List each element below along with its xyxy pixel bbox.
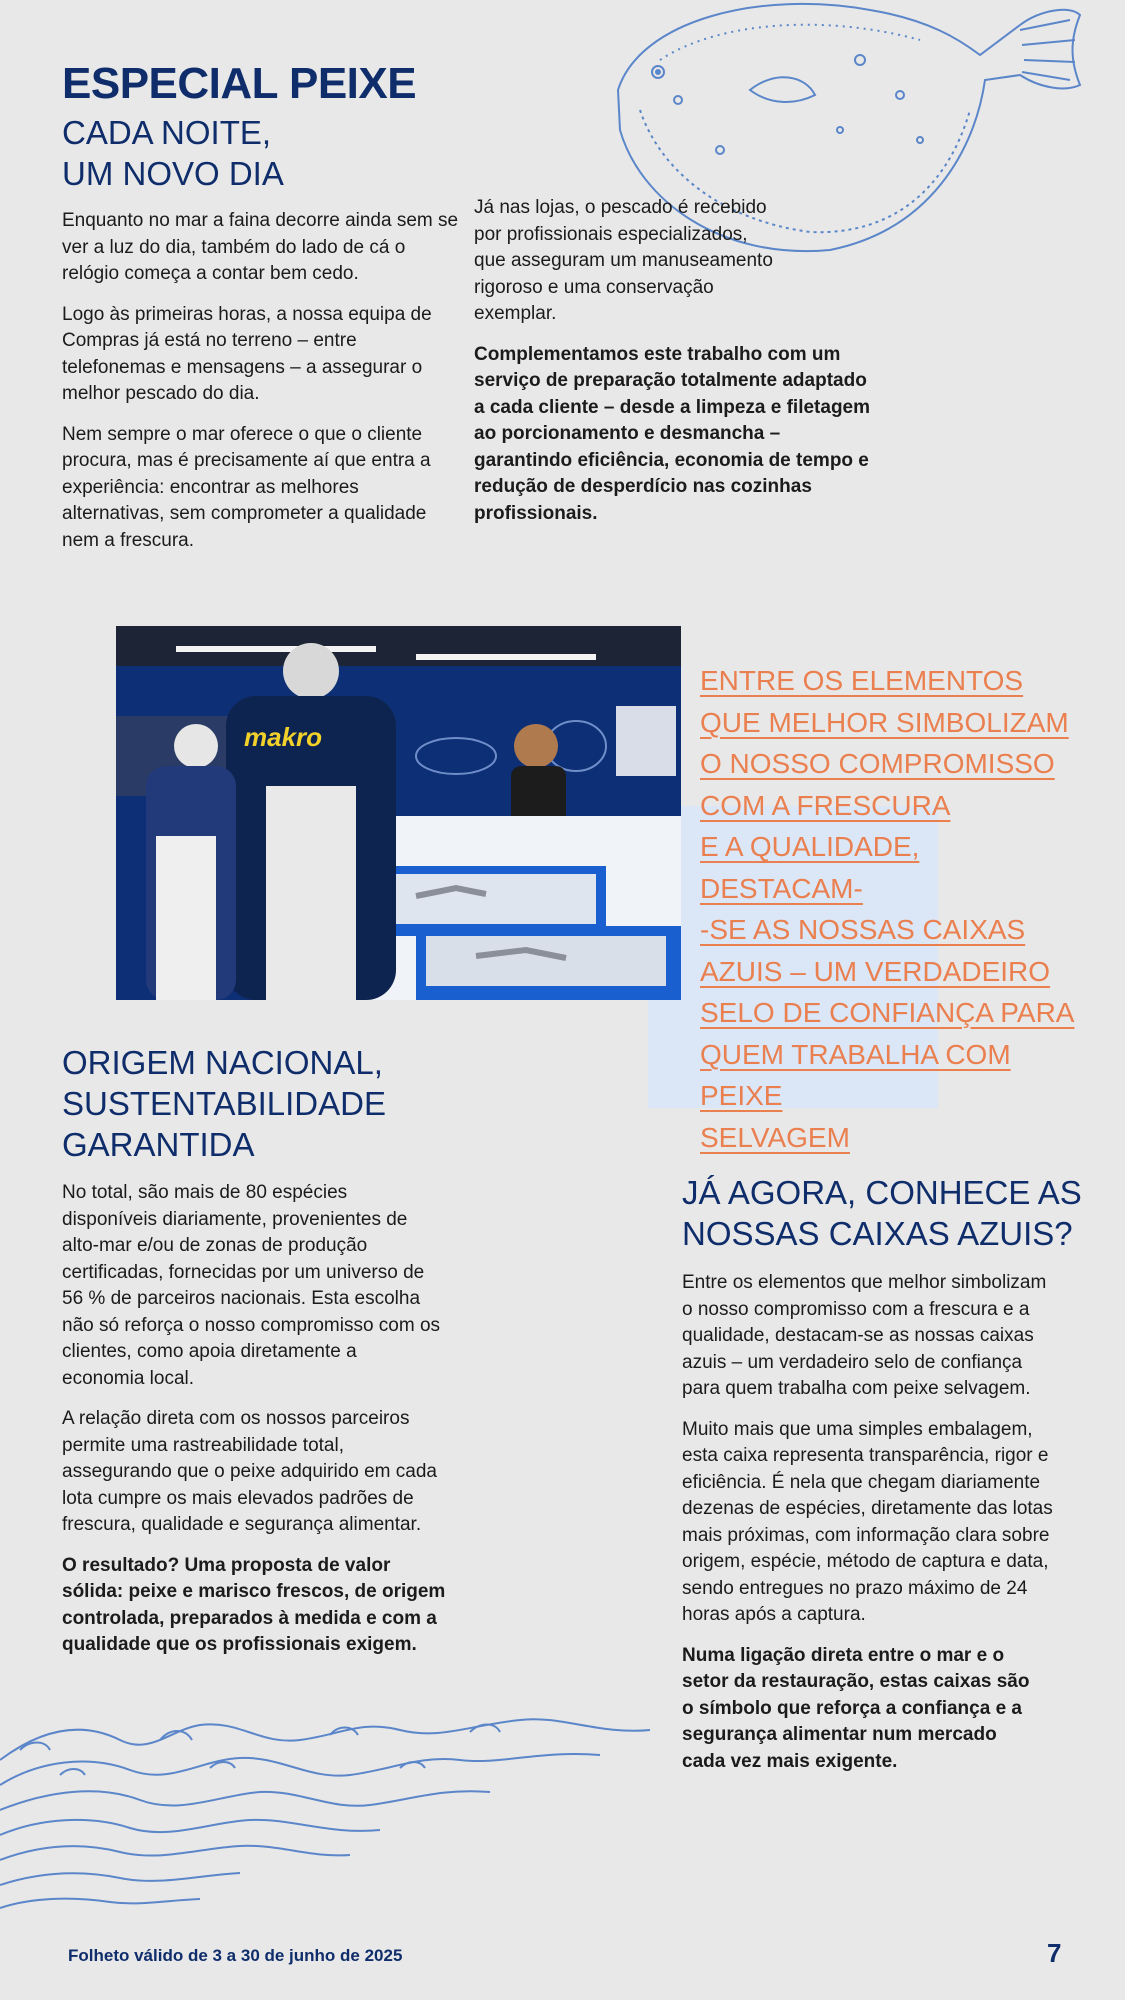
origem-paragraph-3: O resultado? Uma proposta de valor sólida: peixe e marisco frescos, de origem controlada, preparados à medida e com a qualidade que os profissionais exigem. [62,1554,446,1655]
fish-counter-photo [116,626,681,1000]
page-title: ESPECIAL PEIXE [62,59,417,108]
page-number: 7 [1047,1938,1062,1968]
page-subtitle [62,112,284,194]
quote-line: SELVAGEM [700,1121,850,1153]
quote-line: QUEM TRABALHA COM PEIXE [700,1038,1011,1111]
quote-line: QUE MELHOR SIMBOLIZAM [700,706,1069,738]
stores-paragraph-1: Já nas lojas, o pescado é recebido por profissionais especializados, que asseguram um manuseamento rigoroso e uma conservação exemplar. [474,197,773,324]
caixas-column [682,1270,1082,1789]
quote-line: SELO DE CONFIANÇA PARA [700,997,1075,1028]
origem-heading-line-2: SUSTENTABILIDADE [62,1085,386,1122]
intro-paragraph-1: Enquanto no mar a faina decorre ainda sem se ver a luz do dia, também do lado de cá o relógio começa a contar bem cedo. [62,210,459,284]
caixas-paragraph-2: Muito mais que uma simples embalagem, esta caixa representa transparência, rigor e eficiência. É nela que chegam diariamente dezenas de espécies, diretamente das lotas mais próximas, com informação clara sobre origem, espécie, método de captura e data, sendo entregues no prazo máximo de 24 horas após a captura. [682,1418,1053,1625]
origem-heading-line-1: ORIGEM NACIONAL, [62,1044,383,1081]
origem-paragraph-2: A relação direta com os nossos parceiros permite uma rastreabilidade total, assegurando que o peixe adquirido em cada lota cumpre os mais elevados padrões de frescura, qualidade e segurança alimentar. [62,1408,437,1535]
quote-line: E A QUALIDADE, DESTACAM- [700,831,920,904]
stores-column [474,195,894,541]
caixas-heading [682,1172,1082,1254]
origem-column [62,1180,482,1673]
apron-logo: makro [244,722,323,752]
caixas-heading-line-1: JÁ AGORA, CONHECE AS [682,1174,1082,1211]
quote-line: O NOSSO COMPROMISSO [700,748,1055,779]
caixas-heading-line-2: NOSSAS CAIXAS AZUIS? [682,1215,1073,1252]
waves-illustration [0,1700,680,1930]
intro-paragraph-3: Nem sempre o mar oferece o que o cliente procura, mas é precisamente aí que entra a experiência: encontrar as melhores alternativas, sem comprometer a qualidade nem a frescura. [62,423,431,551]
intro-column [62,208,462,568]
pull-quote [700,660,1080,1158]
subtitle-line-1: CADA NOITE, [62,114,272,151]
caixas-paragraph-3: Numa ligação direta entre o mar e o setor da restauração, estas caixas são o símbolo que reforça a confiança e a segurança alimentar num mercado cada vez mais exigente. [682,1644,1030,1772]
quote-line: COM A FRESCURA [700,789,951,821]
origem-heading [62,1042,386,1165]
origem-heading-line-3: GARANTIDA [62,1126,255,1163]
intro-paragraph-2: Logo às primeiras horas, a nossa equipa de Compras já está no terreno – entre telefonemas e mensagens – a assegurar o melhor pescado do dia. [62,303,432,404]
quote-line: AZUIS – UM VERDADEIRO [700,955,1051,987]
quote-line: ENTRE OS ELEMENTOS [700,665,1024,696]
caixas-paragraph-1: Entre os elementos que melhor simbolizam o nosso compromisso com a frescura e a qualidade, destacam-se as nossas caixas azuis – um verdadeiro selo de confiança para quem trabalha com peixe selvagem. [682,1272,1047,1399]
origem-paragraph-1: No total, são mais de 80 espécies disponíveis diariamente, provenientes de alto-mar e/ou de zonas de produção certificadas, fornecidas por um universo de 56 % de parceiros nacionais. Esta escolha não só reforça o nosso compromisso com os clientes, como apoia diretamente a economia local. [62,1182,441,1389]
validity-notice: Folheto válido de 3 a 30 de junho de 2025 [68,1946,403,1965]
stores-paragraph-2: Complementamos este trabalho com um serviço de preparação totalmente adaptado a cada cliente – desde a limpeza e filetagem ao porcionamento e desmancha – garantindo eficiência, economia de tempo e redução de desperdício nas cozinhas profissionais. [474,343,871,524]
subtitle-line-2: UM NOVO DIA [62,155,284,192]
quote-line: -SE AS NOSSAS CAIXAS [700,914,1026,945]
